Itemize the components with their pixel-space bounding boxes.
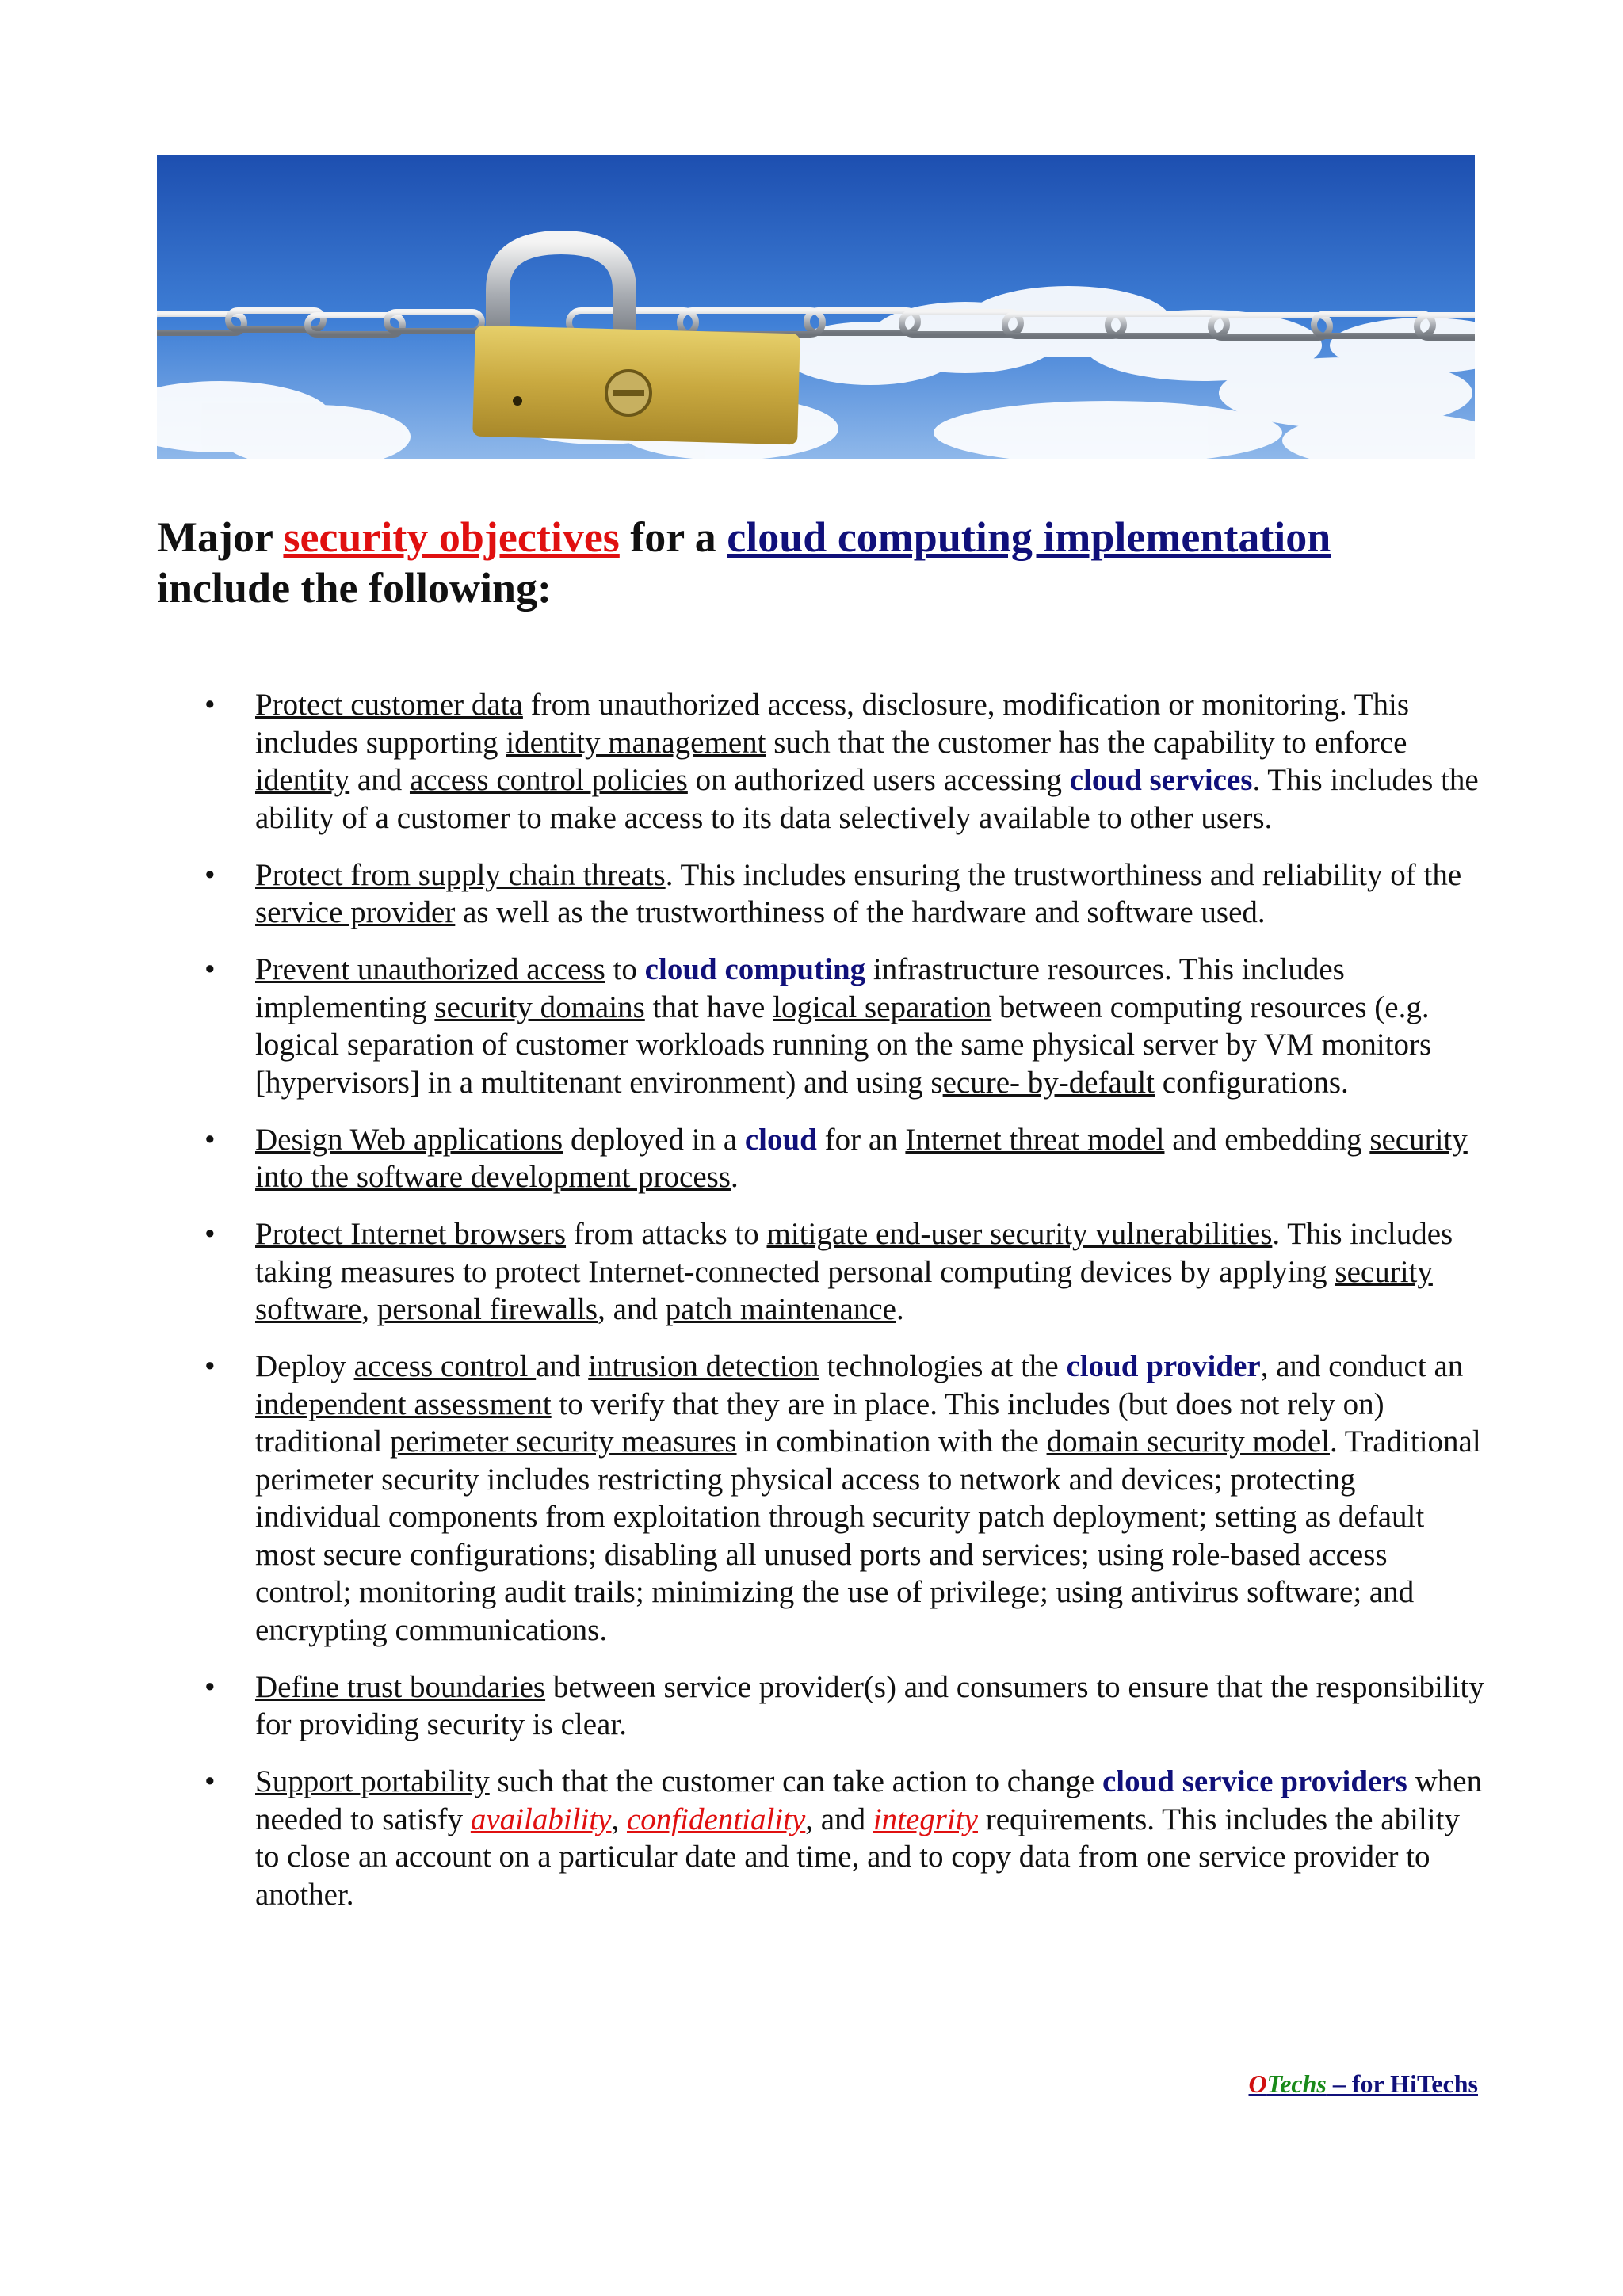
link-access-control-policies[interactable]: access control policies [409,763,688,797]
link-logical-separation[interactable]: logical separation [773,990,992,1024]
term-cloud-provider: cloud provider [1066,1349,1261,1383]
bullet-icon: • [204,1764,216,1798]
link-intrusion-detection[interactable]: intrusion detection [588,1349,819,1383]
bullet-icon: • [204,688,216,722]
page-heading: Major security objectives for a cloud computing implementation include the following: [157,513,1331,612]
header-banner-image [157,155,1475,459]
link-domain-security-model[interactable]: domain security model [1046,1425,1330,1459]
term-cloud-computing: cloud computing [644,952,866,986]
security-objectives-link[interactable]: security objectives [283,513,620,561]
bullet-icon: • [204,1669,216,1704]
link-integrity[interactable]: integrity [873,1802,978,1836]
link-service-provider[interactable]: service provider [255,895,456,929]
link-design-web-applications[interactable]: Design Web applications [255,1122,563,1157]
link-mitigate-vulnerabilities[interactable]: mitigate end-user security vulnerabilities [766,1217,1273,1251]
list-item: • Protect from supply chain threats. This includes ensuring the trustworthiness and reliability of the service provider as well as the trustworthiness of the hardware and software used. [204,857,1462,929]
list-item: • Prevent unauthorized access to cloud computing infrastructure resources. This includes implementing security domains that have logical separation between computing resources (e.g. logical separation of customer workloads running on the same physical server by VM monitors [hypervisors] in a multitenant environment) and using secure- by-default configurations. [204,952,1432,1100]
link-internet-threat-model[interactable]: Internet threat model [905,1122,1165,1157]
link-security-dev-process[interactable]: security into the software development process [255,1122,1468,1194]
bullet-icon: • [204,1122,216,1157]
bullet-icon: • [204,1349,216,1383]
link-perimeter-security[interactable]: perimeter security measures [390,1425,737,1459]
bullet-icon: • [204,857,216,892]
link-independent-assessment[interactable]: independent assessment [255,1386,552,1421]
link-identity-management[interactable]: identity management [506,725,766,760]
link-prevent-unauthorized-access[interactable]: Prevent unauthorized access [255,952,605,986]
list-item: • Protect customer data from unauthorized access, disclosure, modification or monitoring. This includes supporting identity management such that the customer has the capability to enforce identity and access control policies on authorized users accessing cloud services. This includes the ability of a customer to make access to its data selectively available to other users. [204,688,1479,835]
bullet-icon: • [204,952,216,986]
link-identity[interactable]: identity [255,763,350,797]
term-cloud-services: cloud services [1069,763,1253,797]
list-item: • Design Web applications deployed in a cloud for an Internet threat model and embedding security into the software development process. [204,1122,1468,1194]
link-confidentiality[interactable]: confidentiality [626,1802,806,1836]
link-availability[interactable]: availability [470,1802,612,1836]
list-item: • Deploy access control and intrusion detection technologies at the cloud provider, and conduct an independent assessment to verify that they are in place. This includes (but does not rely on) traditional perimeter security measures in combination with the domain security model. Traditional perimeter security includes restricting physical access to network and devices; protecting individual components from exploitation through security patch deployment; setting as default most secure configurations; disabling all unused ports and services; using role-based access control; monitoring audit trails; minimizing the use of privilege; using antivirus software; and encrypting communications. [204,1349,1481,1647]
link-protect-internet-browsers[interactable]: Protect Internet browsers [255,1217,567,1251]
link-supply-chain-threats[interactable]: Protect from supply chain threats [255,857,666,892]
link-protect-customer-data[interactable]: Protect customer data [255,688,523,722]
link-security-software[interactable]: security software [255,1254,1433,1326]
list-item: • Define trust boundaries between service provider(s) and consumers to ensure that the responsibility for providing security is clear. [204,1669,1484,1741]
link-secure-by-default[interactable]: ecure- by-default [942,1065,1155,1100]
link-define-trust-boundaries[interactable]: Define trust boundaries [255,1669,546,1704]
link-support-portability[interactable]: Support portability [255,1764,490,1798]
list-item: • Support portability such that the customer can take action to change cloud service providers when needed to satisfy availability, confidentiality, and integrity requirements. This includes the ability to close an account on a particular date and time, and to copy data from one service provider to another. [204,1764,1483,1912]
link-personal-firewalls[interactable]: personal firewalls [376,1292,598,1326]
objectives-list [157,686,1488,1933]
link-patch-maintenance[interactable]: patch maintenance [665,1292,896,1326]
term-cloud-service-providers: cloud service providers [1102,1764,1407,1798]
list-item: • Protect Internet browsers from attacks to mitigate end-user security vulnerabilities. This includes taking measures to protect Internet-connected personal computing devices by applying security software, personal firewalls, and patch maintenance. [204,1217,1453,1326]
link-security-domains[interactable]: security domains [434,990,645,1024]
link-access-control[interactable]: access control [353,1349,537,1383]
footer-brand-link[interactable]: OTechs – for HiTechs [1248,2069,1478,2098]
padlock-chain-illustration [157,155,1475,459]
term-cloud: cloud [744,1122,817,1157]
cloud-computing-implementation-link[interactable]: cloud computing implementation [727,513,1331,561]
bullet-icon: • [204,1217,216,1251]
